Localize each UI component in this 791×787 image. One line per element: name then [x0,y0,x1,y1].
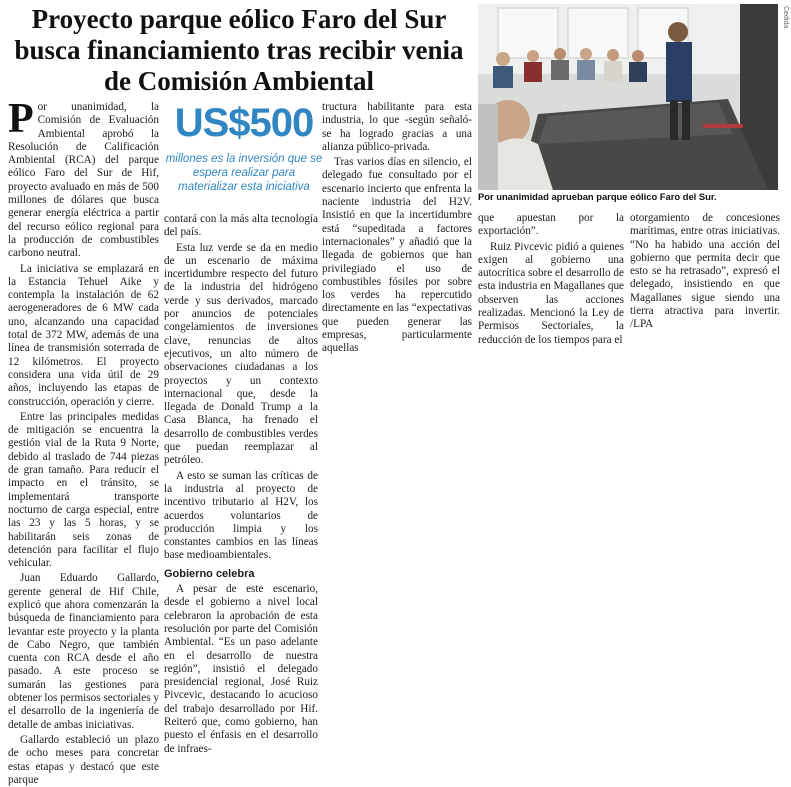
paragraph: A pesar de este escenario, desde el gobierno a nivel local celebraron la aprobación de esta resolución por parte del Comisión Ambiental. “Es un paso adelante en el desarrollo de nuestra región”, insistió el delegado presidencial regional, José Ruiz Pivcevic, destacando lo acucioso del trabajo desarrollado por Hif. Reiteró que, como gobierno, han puesto el énfasis en el desarrollo de infraes- [164,583,318,755]
paragraph: A esto se suman las críticas de la industria al proyecto de incentivo tributario al H2V, los acuerdos voluntarios de producción limpia y los constantes cambios en las líneas base medioambientales. [164,469,318,562]
meeting-photo-icon [478,4,778,190]
article-column-1 [8,96,159,787]
investment-figure: US$500 [174,101,314,145]
paragraph: Juan Eduardo Gallardo, gerente general de Hif Chile, explicó que ahora comenzarán la búsqueda de financiamiento para levantar este proyecto y la planta de Cabo Negro, que también cuenta con RCA desde el año pasado. A este proceso se sumarán las gestiones para obtener los permisos sectoriales y el desarrollo de la ingeniería de detalle de ambas iniciativas. [8,572,159,731]
paragraph: Gallardo estableció un plazo de ocho meses para concretar estas etapas y destacó que este parque [8,733,159,786]
photo-credit: Cedida [782,6,789,29]
paragraph: otorgamiento de concesiones marítimas, entre otras iniciativas. “No ha habido una acción del gobierno que permita decir que esto se ha retrasado”, expresó el delegado, insistiendo en que Magallanes sigue siendo una tierra atractiva para invertir. /LPA [630,212,780,331]
photo-caption: Por unanimidad aprueban parque eólico Faro del Sur. [478,191,717,202]
headline: Proyecto parque eólico Faro del Sur busca financiamiento tras recibir venia de Comisión Ambiental [14,4,464,96]
paragraph: Esta luz verde se da en medio de un escenario de máxima incertidumbre respecto del futuro de la industria del hidrógeno verde y sus derivados, marcado por anuncios de potenciales congelamientos de inversiones clave, renuncias de altos ejecutivos, un alto número de observaciones ciudadanas a los proyectos y un contexto internacional que, desde la llegada de Donald Trump a la Casa Blanca, ha frenado el desarrollo de combustibles verdes que puedan reemplazar al petróleo. [164,241,318,467]
investment-caption: millones es la inversión que se espera realizar para materializar esta iniciativa [165,153,323,193]
article-column-5 [630,212,780,332]
drop-cap: P [8,96,34,142]
paragraph: La iniciativa se emplazará en la Estancia Tehuel Aike y contempla la instalación de 62 aerogeneradores de 6 MW cada uno, alcanzando una capacidad total de 372 MW, además de una línea de transmisión soterrada de 12 kilómetros. El proyecto considera una vida útil de 29 años, incluyendo las etapas de construcción, operación y cierre. [8,262,159,408]
paragraph: Tras varios días en silencio, el delegado fue consultado por el escenario incierto que enfrenta la naciente industria del H2V. Insistió en que la incertidumbre está “supeditada a factores internacionales” y añadió que la llegada de gobiernos que han privilegiado el uso de combustibles fósiles por sobre los verdes ha repercutido directamente en las “expectativas que pueden generar las empresas, particularmente aquellas [322,156,472,355]
paragraph: Entre las principales medidas de mitigación se encuentra la gestión vial de la Ruta 9 Norte, debido al traslado de 744 piezas de gran tamaño. Para reducir el impacto en el tránsito, se implementará transporte nocturno de carga especial, entre las 23 y las 5 horas, y se habilitarán seis zonas de detención para facilitar el flujo vehicular. [8,410,159,570]
article-column-3 [322,101,472,356]
article-photo [478,4,778,190]
article-column-2 [164,213,318,756]
subheading: Gobierno celebra [164,567,255,580]
paragraph: que apuestan por la exportación”. [478,212,624,238]
paragraph: contará con la más alta tecnología del país. [164,213,318,239]
paragraph: tructura habilitante para esta industria, lo que -según señaló- se ha logrado gracias a una alianza público-privada. [322,101,472,153]
lead-paragraph: Por unanimidad, la Comisión de Evaluación Ambiental aprobó la Resolución de Calificación Ambiental (RCA) del parque eólico Faro del Sur de Hif, proyecto avaluado en más de 500 millones de dólares que busca generar energía eléctrica a partir del recurso eólico regional para la producción de combustibles carbono neutral. [8,96,159,260]
paragraph: Ruiz Pivcevic pidió a quienes exigen al gobierno una autocrítica sobre el desarrollo de esta industria en Magallanes que observen las acciones realizadas. Mencionó la Ley de Permisos Sectoriales, la reducción de los tiempos para el [478,240,625,346]
article-column-4 [478,212,624,347]
